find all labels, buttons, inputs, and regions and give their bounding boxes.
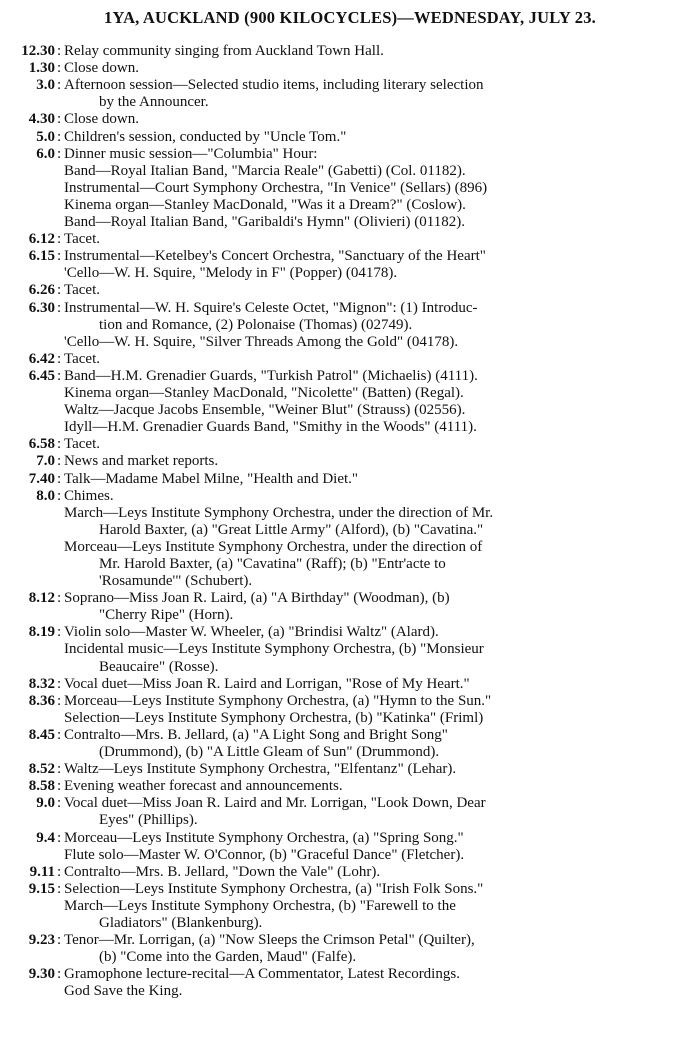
schedule-entry	[0, 368, 690, 436]
entry-text: "Cherry Ripe" (Horn).	[99, 607, 234, 624]
schedule-entry	[0, 146, 690, 231]
schedule-entry	[0, 864, 690, 881]
entry-line	[0, 744, 690, 761]
time-colon: :	[57, 624, 62, 641]
entry-text: Chimes.	[64, 487, 114, 504]
schedule-entry	[0, 830, 690, 864]
time-colon: :	[57, 436, 62, 453]
entry-text: News and market reports.	[64, 453, 219, 470]
entry-text: March—Leys Institute Symphony Orchestra, (b) "Farewell to the	[64, 897, 456, 914]
schedule-heading: 1YA, AUCKLAND (900 KILOCYCLES)—WEDNESDAY, JULY 23.	[104, 8, 596, 27]
schedule-entry	[0, 248, 690, 282]
entry-text: Dinner music session—"Columbia" Hour:	[64, 145, 318, 162]
entry-text: Evening weather forecast and announcements.	[64, 778, 343, 795]
schedule-entry	[0, 471, 690, 488]
time-colon: :	[57, 111, 62, 128]
entry-time: 8.52	[28, 761, 55, 778]
entry-text: Morceau—Leys Institute Symphony Orchestra, (a) "Hymn to the Sun."	[64, 692, 492, 709]
entry-text: Tacet.	[64, 436, 101, 453]
entry-line	[0, 402, 690, 419]
entry-time: 8.19	[28, 624, 55, 641]
entry-line	[0, 830, 690, 847]
schedule-entry	[0, 436, 690, 453]
entry-time: 7.0	[36, 453, 55, 470]
schedule-entry	[0, 77, 690, 111]
time-colon: :	[57, 43, 62, 59]
entry-line	[0, 60, 690, 77]
entry-time: 6.15	[28, 248, 55, 265]
entry-line	[0, 385, 690, 402]
entry-time: 5.0	[36, 128, 55, 145]
entry-line	[0, 812, 690, 829]
time-colon: :	[57, 60, 62, 77]
entry-time: 9.4	[36, 829, 55, 846]
schedule-entry	[0, 778, 690, 795]
time-colon: :	[57, 863, 62, 880]
entry-time: 9.30	[28, 966, 55, 983]
entry-line	[0, 522, 690, 539]
entry-text: Harold Baxter, (a) "Great Little Army" (Alford), (b) "Cavatina."	[99, 521, 484, 538]
entry-line	[0, 949, 690, 966]
schedule-entry	[0, 60, 690, 77]
time-colon: :	[57, 487, 62, 504]
time-colon: :	[57, 727, 62, 743]
entry-line	[0, 300, 690, 317]
entry-line	[0, 419, 690, 436]
time-colon: :	[57, 761, 62, 778]
entry-time: 6.42	[28, 350, 55, 367]
entry-time: 9.15	[28, 880, 55, 897]
time-colon: :	[57, 77, 62, 94]
entry-time: 8.36	[28, 692, 55, 709]
entry-line	[0, 368, 690, 385]
entry-text: Instrumental—Court Symphony Orchestra, "In Venice" (Sellars) (896)	[64, 179, 488, 196]
entry-text: Incidental music—Leys Institute Symphony Orchestra, (b) "Monsieur	[64, 641, 484, 658]
entry-text: Beaucaire" (Rosse).	[99, 658, 219, 675]
schedule-entry	[0, 795, 690, 829]
entry-line	[0, 590, 690, 607]
entry-text: Relay community singing from Auckland Town Hall.	[64, 43, 384, 59]
schedule-entry	[0, 881, 690, 932]
time-colon: :	[57, 453, 62, 470]
schedule-entry	[0, 43, 690, 60]
entry-line	[0, 864, 690, 881]
entry-time: 6.26	[28, 282, 55, 299]
entry-text: Tenor—Mr. Lorrigan, (a) "Now Sleeps the Crimson Petal" (Quilter),	[64, 932, 475, 949]
entry-text: (b) "Come into the Garden, Maud" (Falfe).	[99, 949, 357, 966]
entry-line	[0, 231, 690, 248]
entry-time: 8.32	[28, 675, 55, 692]
entry-text: Close down.	[64, 60, 139, 77]
entry-text: Children's session, conducted by "Uncle Tom."	[64, 128, 347, 145]
entry-line	[0, 214, 690, 231]
entry-text: Selection—Leys Institute Symphony Orchestra, (a) "Irish Folk Sons."	[64, 880, 484, 897]
entry-text: Waltz—Jacque Jacobs Ensemble, "Weiner Blut" (Strauss) (02556).	[64, 402, 466, 419]
entry-line	[0, 966, 690, 983]
entry-line	[0, 334, 690, 351]
entry-line	[0, 573, 690, 590]
time-colon: :	[57, 675, 62, 692]
entry-text: Talk—Madame Mabel Milne, "Health and Diet."	[64, 470, 359, 487]
entry-time: 6.45	[28, 367, 55, 384]
schedule-entry	[0, 488, 690, 591]
entry-text: Kinema organ—Stanley MacDonald, "Was it a Dream?" (Coslow).	[64, 196, 466, 213]
entry-time: 7.40	[28, 470, 55, 487]
entry-line	[0, 471, 690, 488]
schedule-entry	[0, 231, 690, 248]
entry-time: 6.12	[28, 231, 55, 248]
entry-text: (Drummond), (b) "A Little Gleam of Sun" (Drummond).	[99, 744, 440, 761]
entry-line	[0, 983, 690, 1000]
entry-line	[0, 795, 690, 812]
entry-text: Gladiators" (Blankenburg).	[99, 915, 263, 932]
entry-text: Mr. Harold Baxter, (a) "Cavatina" (Raff); (b) "Entr'acte to	[99, 555, 446, 572]
schedule-entry	[0, 300, 690, 351]
entry-text: Morceau—Leys Institute Symphony Orchestra, under the direction of	[64, 538, 483, 555]
time-colon: :	[57, 470, 62, 487]
entry-time: 6.30	[28, 299, 55, 316]
schedule-entry	[0, 624, 690, 675]
schedule-entry	[0, 693, 690, 727]
time-colon: :	[57, 590, 62, 607]
entry-text: 'Cello—W. H. Squire, "Melody in F" (Popper) (04178).	[64, 265, 398, 282]
entry-line	[0, 77, 690, 94]
entry-text: Tacet.	[64, 350, 101, 367]
entry-time: 12.30	[21, 43, 55, 59]
time-colon: :	[57, 692, 62, 709]
time-colon: :	[57, 231, 62, 248]
entry-line	[0, 881, 690, 898]
entry-text: Band—Royal Italian Band, "Marcia Reale" (Gabetti) (Col. 01182).	[64, 162, 466, 179]
entry-line	[0, 932, 690, 949]
entry-line	[0, 265, 690, 282]
schedule-entry	[0, 351, 690, 368]
entry-line	[0, 180, 690, 197]
time-colon: :	[57, 299, 62, 316]
time-colon: :	[57, 966, 62, 983]
entry-text: Afternoon session—Selected studio items, including literary selection	[64, 77, 484, 94]
schedule-entry	[0, 129, 690, 146]
entry-text: Band—H.M. Grenadier Guards, "Turkish Patrol" (Michaelis) (4111).	[64, 367, 478, 384]
time-colon: :	[57, 367, 62, 384]
schedule-entry	[0, 727, 690, 761]
entry-line	[0, 248, 690, 265]
entry-text: Vocal duet—Miss Joan R. Laird and Mr. Lorrigan, "Look Down, Dear	[64, 795, 486, 812]
schedule-entry	[0, 453, 690, 470]
entry-line	[0, 197, 690, 214]
entry-line	[0, 915, 690, 932]
entry-time: 8.12	[28, 590, 55, 607]
entry-text: Tacet.	[64, 231, 101, 248]
entry-line	[0, 282, 690, 299]
entry-text: tion and Romance, (2) Polonaise (Thomas) (02749).	[99, 316, 413, 333]
entry-text: March—Leys Institute Symphony Orchestra, under the direction of Mr.	[64, 504, 494, 521]
entry-line	[0, 693, 690, 710]
entry-text: God Save the King.	[64, 983, 183, 1000]
entry-time: 9.23	[28, 932, 55, 949]
entry-line	[0, 641, 690, 658]
entry-line	[0, 129, 690, 146]
entry-line	[0, 163, 690, 180]
entry-line	[0, 436, 690, 453]
entry-line	[0, 94, 690, 111]
entry-text: Band—Royal Italian Band, "Garibaldi's Hymn" (Olivieri) (01182).	[64, 213, 465, 230]
entry-time: 8.45	[28, 727, 55, 743]
entry-text: Morceau—Leys Institute Symphony Orchestra, (a) "Spring Song."	[64, 829, 464, 846]
entry-text: Instrumental—W. H. Squire's Celeste Octet, "Mignon": (1) Introduc-	[64, 299, 478, 316]
entry-line	[0, 676, 690, 693]
entry-text: Kinema organ—Stanley MacDonald, "Nicolette" (Batten) (Regal).	[64, 384, 464, 401]
entry-text: Close down.	[64, 111, 139, 128]
entry-text: Instrumental—Ketelbey's Concert Orchestra, "Sanctuary of the Heart"	[64, 248, 486, 265]
schedule-entry	[0, 761, 690, 778]
entry-time: 8.58	[28, 778, 55, 795]
entry-time: 4.30	[28, 111, 55, 128]
entry-line	[0, 539, 690, 556]
entry-text: Flute solo—Master W. O'Connor, (b) "Graceful Dance" (Fletcher).	[64, 846, 465, 863]
entry-line	[0, 351, 690, 368]
entry-text: Idyll—H.M. Grenadier Guards Band, "Smithy in the Woods" (4111).	[64, 419, 477, 436]
schedule-entry	[0, 966, 690, 1000]
entry-text: Vocal duet—Miss Joan R. Laird and Lorrigan, "Rose of My Heart."	[64, 675, 470, 692]
time-colon: :	[57, 795, 62, 812]
schedule-entry	[0, 282, 690, 299]
entry-line	[0, 727, 690, 744]
entry-line	[0, 710, 690, 727]
time-colon: :	[57, 350, 62, 367]
entry-line	[0, 898, 690, 915]
time-colon: :	[57, 932, 62, 949]
entry-text: Tacet.	[64, 282, 101, 299]
entry-line	[0, 505, 690, 522]
entry-text: by the Announcer.	[99, 94, 209, 111]
entry-time: 6.58	[28, 436, 55, 453]
time-colon: :	[57, 778, 62, 795]
entry-text: Contralto—Mrs. B. Jellard, "Down the Vale" (Lohr).	[64, 863, 381, 880]
entry-text: Gramophone lecture-recital—A Commentator, Latest Recordings.	[64, 966, 460, 983]
entry-text: Violin solo—Master W. Wheeler, (a) "Brindisi Waltz" (Alard).	[64, 624, 439, 641]
entry-line	[0, 607, 690, 624]
entry-text: 'Rosamunde'" (Schubert).	[99, 573, 253, 590]
entry-line	[0, 556, 690, 573]
entry-text: Selection—Leys Institute Symphony Orchestra, (b) "Katinka" (Friml)	[64, 709, 484, 726]
entry-text: Contralto—Mrs. B. Jellard, (a) "A Light Song and Bright Song"	[64, 727, 448, 743]
entry-time: 8.0	[36, 487, 55, 504]
entry-time: 9.0	[36, 795, 55, 812]
schedule-entry	[0, 111, 690, 128]
entry-text: 'Cello—W. H. Squire, "Silver Threads Among the Gold" (04178).	[64, 333, 459, 350]
entry-time: 3.0	[36, 77, 55, 94]
entry-line	[0, 146, 690, 163]
time-colon: :	[57, 829, 62, 846]
entry-time: 6.0	[36, 145, 55, 162]
entry-line	[0, 847, 690, 864]
entry-text: Eyes" (Phillips).	[99, 812, 198, 829]
entry-text: Soprano—Miss Joan R. Laird, (a) "A Birthday" (Woodman), (b)	[64, 590, 450, 607]
entry-line	[0, 778, 690, 795]
entry-line	[0, 624, 690, 641]
time-colon: :	[57, 145, 62, 162]
entry-line	[0, 761, 690, 778]
schedule-entry	[0, 676, 690, 693]
entry-line	[0, 659, 690, 676]
entry-time: 9.11	[29, 863, 55, 880]
schedule-entry	[0, 932, 690, 966]
entry-line	[0, 317, 690, 334]
time-colon: :	[57, 128, 62, 145]
entry-time: 1.30	[28, 60, 55, 77]
entry-text: Waltz—Leys Institute Symphony Orchestra, "Elfentanz" (Lehar).	[64, 761, 457, 778]
entry-line	[0, 488, 690, 505]
time-colon: :	[57, 248, 62, 265]
time-colon: :	[57, 880, 62, 897]
entry-line	[0, 111, 690, 128]
time-colon: :	[57, 282, 62, 299]
schedule-entry	[0, 590, 690, 624]
entry-line	[0, 453, 690, 470]
entry-line	[0, 43, 690, 60]
